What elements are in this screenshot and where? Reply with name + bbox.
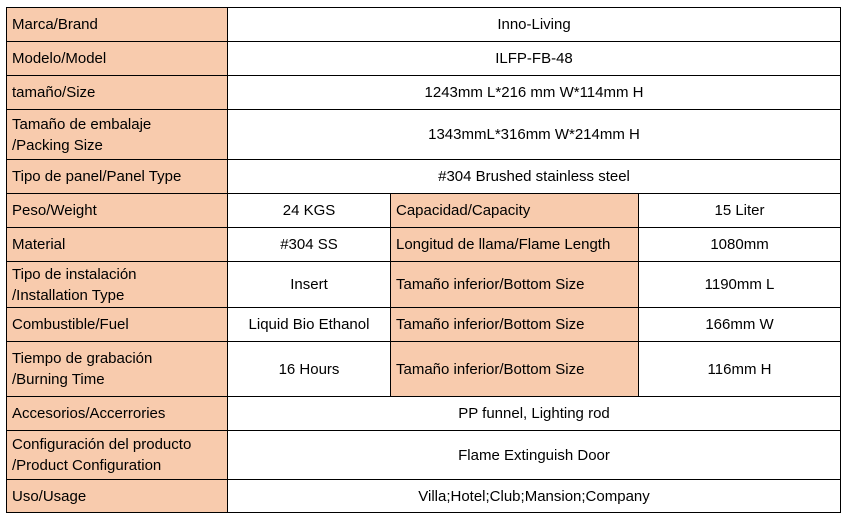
table-row	[7, 342, 841, 397]
row-label-bottom-size: Tamaño inferior/Bottom Size	[391, 308, 639, 342]
row-value-fuel: Liquid Bio Ethanol	[228, 308, 391, 342]
table-row	[7, 110, 841, 160]
label-line: /Burning Time	[12, 371, 105, 388]
row-label-bottom-size: Tamaño inferior/Bottom Size	[391, 262, 639, 308]
row-value-weight: 24 KGS	[228, 194, 391, 228]
row-label-bottom-size: Tamaño inferior/Bottom Size	[391, 342, 639, 397]
table-row	[7, 397, 841, 431]
row-label-size: tamaño/Size	[7, 76, 228, 110]
table-row	[7, 160, 841, 194]
table-row	[7, 76, 841, 110]
row-label-installation-type	[7, 262, 228, 308]
table-row	[7, 308, 841, 342]
label-line: Tamaño de embalaje	[12, 115, 152, 133]
row-value-usage: Villa;Hotel;Club;Mansion;Company	[228, 480, 841, 513]
table-row	[7, 228, 841, 262]
row-label-panel-type: Tipo de panel/Panel Type	[7, 160, 228, 194]
row-value-product-configuration: Flame Extinguish Door	[228, 431, 841, 480]
label-line: Tiempo de grabación	[12, 350, 153, 367]
table-row	[7, 42, 841, 76]
row-value-packing-size: 1343mmL*316mm W*214mm H	[228, 110, 841, 160]
table-row	[7, 8, 841, 42]
row-label-weight: Peso/Weight	[7, 194, 228, 228]
row-value-bottom-width: 166mm W	[639, 308, 841, 342]
table-row	[7, 431, 841, 480]
row-value-size: 1243mm L*216 mm W*114mm H	[228, 76, 841, 110]
row-value-model: ILFP-FB-48	[228, 42, 841, 76]
label-line: /Packing Size	[12, 136, 103, 154]
row-value-material: #304 SS	[228, 228, 391, 262]
row-value-capacity: 15 Liter	[639, 194, 841, 228]
row-value-brand: Inno-Living	[228, 8, 841, 42]
table-row	[7, 194, 841, 228]
row-label-fuel: Combustible/Fuel	[7, 308, 228, 342]
table-row	[7, 262, 841, 308]
row-label-accessories: Accesorios/Accerrories	[7, 397, 228, 431]
row-value-installation-type: Insert	[228, 262, 391, 308]
row-value-panel-type: #304 Brushed stainless steel	[228, 160, 841, 194]
row-label-material: Material	[7, 228, 228, 262]
product-spec-table	[6, 7, 841, 513]
label-line: /Product Configuration	[12, 457, 162, 474]
row-value-bottom-length: 1190mm L	[639, 262, 841, 308]
label-line: /Installation Type	[12, 286, 125, 304]
row-value-flame-length: 1080mm	[639, 228, 841, 262]
table-row	[7, 480, 841, 513]
row-label-model: Modelo/Model	[7, 42, 228, 76]
row-label-packing-size	[7, 110, 228, 160]
row-value-burning-time: 16 Hours	[228, 342, 391, 397]
row-label-flame-length: Longitud de llama/Flame Length	[391, 228, 639, 262]
row-value-bottom-height: 116mm H	[639, 342, 841, 397]
row-label-burning-time	[7, 342, 228, 397]
row-label-product-configuration	[7, 431, 228, 480]
label-line: Configuración del producto	[12, 436, 192, 453]
row-label-capacity: Capacidad/Capacity	[391, 194, 639, 228]
row-value-accessories: PP funnel, Lighting rod	[228, 397, 841, 431]
row-label-usage: Uso/Usage	[7, 480, 228, 513]
label-line: Tipo de instalación	[12, 265, 137, 283]
row-label-brand: Marca/Brand	[7, 8, 228, 42]
